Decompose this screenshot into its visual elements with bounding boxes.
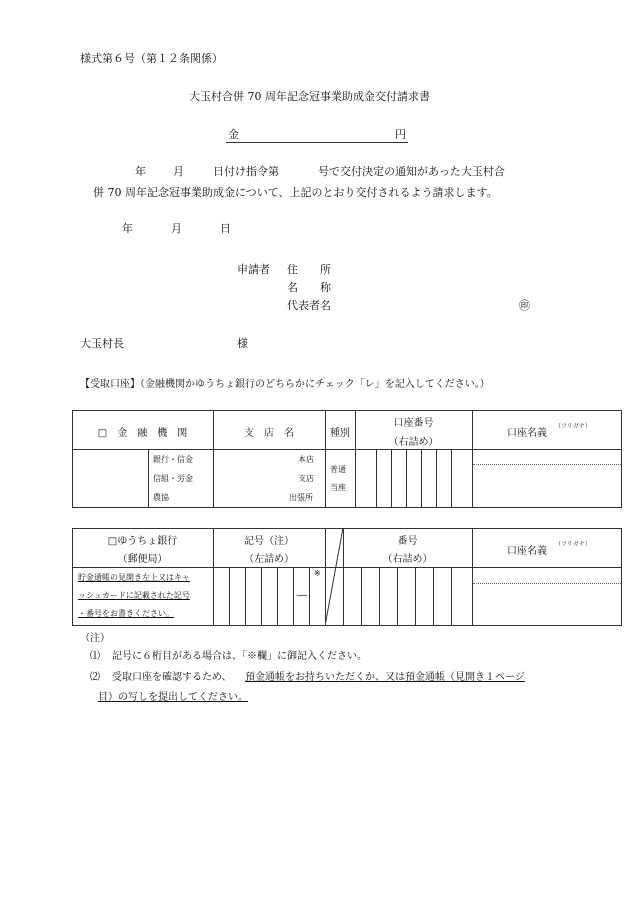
branch-type-2: 支店 <box>298 474 314 483</box>
account-number-sub: （右詰め） <box>388 437 439 448</box>
branch-type-1: 本店 <box>298 455 314 464</box>
date-month: 月 <box>171 222 182 235</box>
bank-header[interactable]: □ 金 融 機 関 <box>97 428 188 439</box>
yucho-holder-header: 口座名義 <box>507 546 547 557</box>
applicant-address-label: 住 所 <box>287 263 331 276</box>
yucho-header[interactable]: □ゆうちょ銀行 <box>107 536 178 547</box>
bank-type-1: 銀行・信金 <box>153 455 193 464</box>
account-number-header: 口座番号 <box>393 418 434 429</box>
yucho-holder-kana: （フリガナ） <box>555 541 591 548</box>
bank-type-2: 信組・労金 <box>153 474 193 483</box>
note-2-number: ⑵ <box>90 672 100 683</box>
note-2-text-a: 受取口座を確認するため、 <box>112 672 232 683</box>
number-sub: （右詰め） <box>382 554 433 565</box>
number-header: 番号 <box>397 536 418 547</box>
note-2-text-c: 目）の写しを提出してください。 <box>98 692 248 703</box>
applicant-label: 申請者 <box>237 263 270 276</box>
applicant-name-label: 名 称 <box>287 281 331 294</box>
notes-heading: （注） <box>80 633 110 644</box>
addressee-honorific: 様 <box>237 337 248 350</box>
body-line1-tail: 号で交付決定の通知があった大玉村合 <box>318 165 505 178</box>
acct-type-2: 当座 <box>330 483 346 492</box>
amount-suffix: 円 <box>395 128 406 141</box>
account-instruction: 【受取口座】（金融機関かゆうちょ銀行のどちらかにチェック「レ」を記入してください。） <box>80 379 490 390</box>
holder-kana: （フリガナ） <box>555 423 591 430</box>
yucho-note-1: 貯金通帳の見開き左上又はキャ <box>78 573 190 582</box>
yucho-note-2: ッシュカードに記載された記号 <box>78 591 190 600</box>
branch-header: 支 店 名 <box>244 428 294 439</box>
applicant-rep-label: 代表者名 <box>287 299 331 312</box>
code-dash: ― <box>297 590 307 601</box>
amount-underline[interactable] <box>226 142 408 143</box>
yucho-sub: （郵便局） <box>117 554 168 565</box>
body-line1: 日付け指令第 <box>213 165 279 178</box>
yucho-note-3: ・番号をお書きください。 <box>78 609 174 618</box>
type-header: 種別 <box>330 428 350 439</box>
acct-type-1: 普通 <box>330 465 346 474</box>
star-mark: ※ <box>314 569 321 578</box>
form-number: 様式第６号（第１２条関係） <box>80 52 223 65</box>
amount-prefix: 金 <box>228 128 239 141</box>
code-sub: （左詰め） <box>244 554 294 565</box>
addressee-name: 大玉村長 <box>80 337 124 350</box>
seal-mark: ㊞ <box>519 299 530 312</box>
body-year: 年 <box>135 165 146 178</box>
date-day: 日 <box>220 222 231 235</box>
bank-type-3: 農協 <box>153 493 169 502</box>
branch-type-3: 出張所 <box>289 493 313 502</box>
form-title: 大玉村合併 70 周年記念冠事業助成金交付請求書 <box>189 90 430 103</box>
body-month: 月 <box>173 165 184 178</box>
holder-header: 口座名義 <box>507 428 547 439</box>
note-1-text: 記号に６桁目がある場合は、「※欄」に御記入ください。 <box>112 651 367 662</box>
note-1-number: ⑴ <box>90 651 100 662</box>
note-2-text-b: 預金通帳をお持ちいただくか、又は預金通帳（見開き１ページ <box>245 672 525 683</box>
slash-cell <box>325 528 343 626</box>
code-header: 記号（注） <box>244 536 294 547</box>
date-year: 年 <box>122 222 133 235</box>
body-line2: 併 70 周年記念冠事業助成金について、上記のとおり交付されるよう請求します。 <box>93 186 498 199</box>
